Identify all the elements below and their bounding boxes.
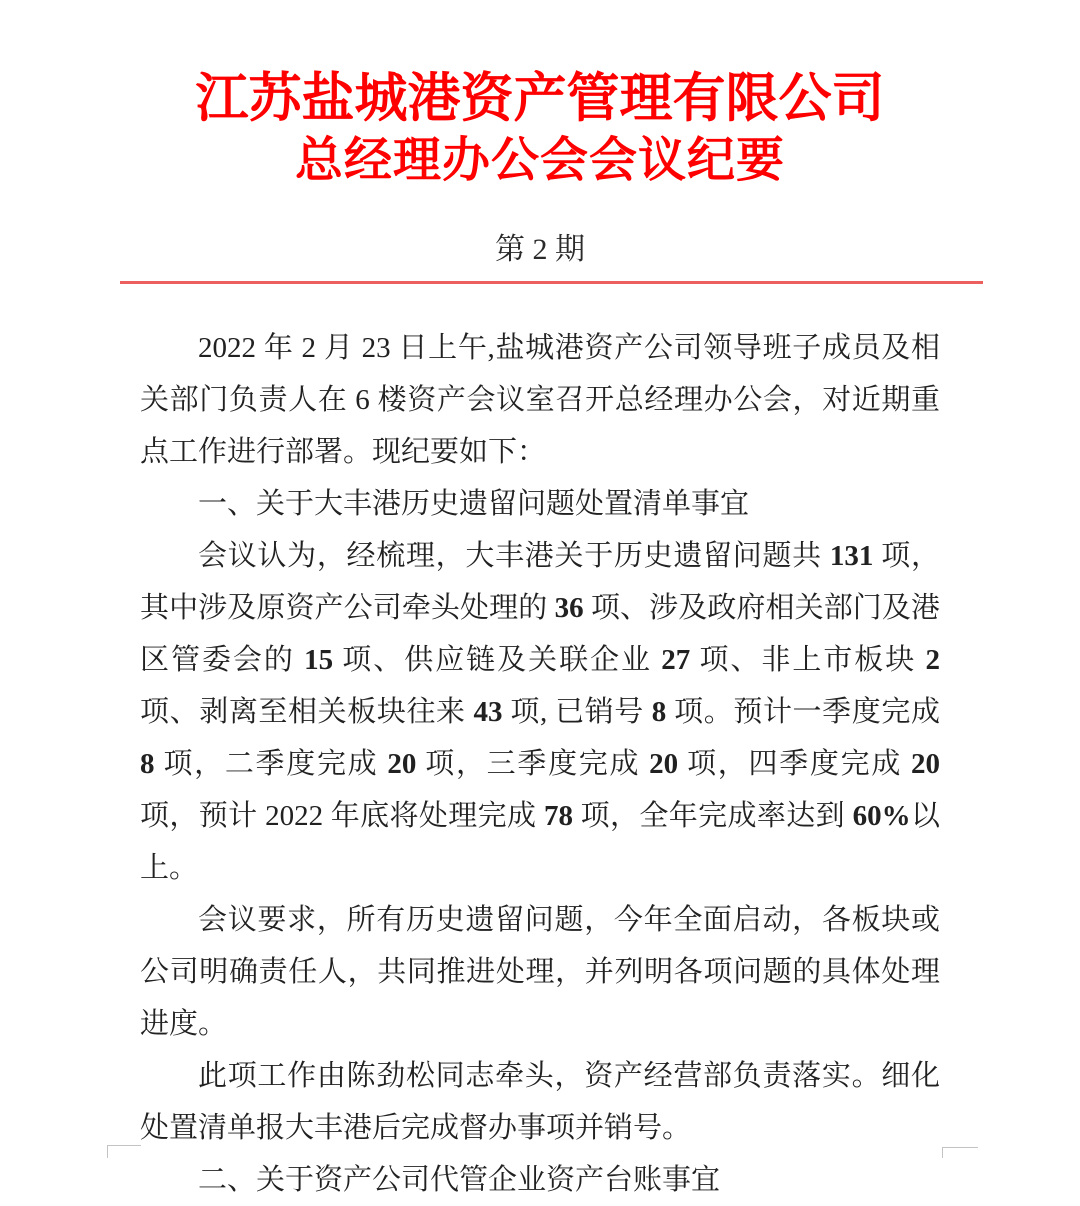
paragraph-text: 二、关于资产公司代管企业资产台账事宜 xyxy=(198,1164,721,1196)
bold-number: 36 xyxy=(554,592,584,624)
bold-number: 2 xyxy=(925,644,940,676)
document-title-line2: 总经理办公会会议纪要 xyxy=(294,134,785,187)
paragraph-text: 项，全年完成率达到 xyxy=(572,800,853,832)
page-margin-crop-mark-right xyxy=(942,1147,978,1158)
bold-number: 60% xyxy=(852,800,911,832)
body-paragraph xyxy=(140,1050,940,1154)
paragraph-text: 以上。 xyxy=(140,800,940,884)
paragraph-text: 项、非上市板块 xyxy=(690,644,926,676)
page-margin-crop-mark-left xyxy=(107,1145,141,1158)
body-paragraph xyxy=(140,894,940,1050)
paragraph-text: 会议要求，所有历史遗留问题，今年全面启动，各板块或公司明确责任人，共同推进处理，并列明各项问题的具体处理进度。 xyxy=(140,904,940,1040)
paragraph-text: 项，四季度完成 xyxy=(678,748,911,780)
paragraph-text: 项，三季度完成 xyxy=(416,748,650,780)
body-paragraph xyxy=(140,322,940,478)
bold-number: 43 xyxy=(473,696,503,728)
section-heading xyxy=(140,1154,940,1206)
issue-number-label: 第 2 期 xyxy=(495,233,585,266)
bold-number: 15 xyxy=(304,644,334,676)
body-paragraph xyxy=(140,530,940,894)
bold-number: 78 xyxy=(543,800,573,832)
bold-number: 8 xyxy=(651,696,667,728)
bold-number: 27 xyxy=(661,644,691,676)
paragraph-text: 项，其中涉及原资产公司牵头处理的 xyxy=(140,540,940,624)
paragraph-text: 项、剥离至相关板块往来 xyxy=(140,696,474,728)
document-title-line1: 江苏盐城港资产管理有限公司 xyxy=(195,70,885,128)
paragraph-text: 项、涉及政府相关部门及港区管委会的 xyxy=(140,592,940,676)
bold-number: 20 xyxy=(387,748,417,780)
red-divider-rule xyxy=(120,281,983,284)
bold-number: 131 xyxy=(829,540,874,572)
paragraph-text: 项，二季度完成 xyxy=(154,748,388,780)
section-heading xyxy=(140,478,940,530)
paragraph-text: 会议认为，经梳理，大丰港关于历史遗留问题共 xyxy=(198,540,830,572)
paragraph-text: 2022 年 2 月 23 日上午,盐城港资产公司领导班子成员及相关部门负责人在 6 楼资产会议室召开总经理办公会，对近期重点工作进行部署。现纪要如下： xyxy=(140,332,940,468)
document-body xyxy=(140,322,940,1206)
paragraph-text: 项。预计一季度完成 xyxy=(666,696,940,728)
bold-number: 20 xyxy=(649,748,679,780)
paragraph-text: 项, 已销号 xyxy=(502,696,652,728)
paragraph-text: 项，预计 2022 年底将处理完成 xyxy=(140,800,544,832)
paragraph-text: 项、供应链及关联企业 xyxy=(333,644,662,676)
bold-number: 20 xyxy=(910,748,940,780)
paragraph-text: 此项工作由陈劲松同志牵头，资产经营部负责落实。细化处置清单报大丰港后完成督办事项并销号。 xyxy=(140,1060,940,1144)
bold-number: 8 xyxy=(140,748,155,780)
paragraph-text: 一、关于大丰港历史遗留问题处置清单事宜 xyxy=(198,488,750,520)
